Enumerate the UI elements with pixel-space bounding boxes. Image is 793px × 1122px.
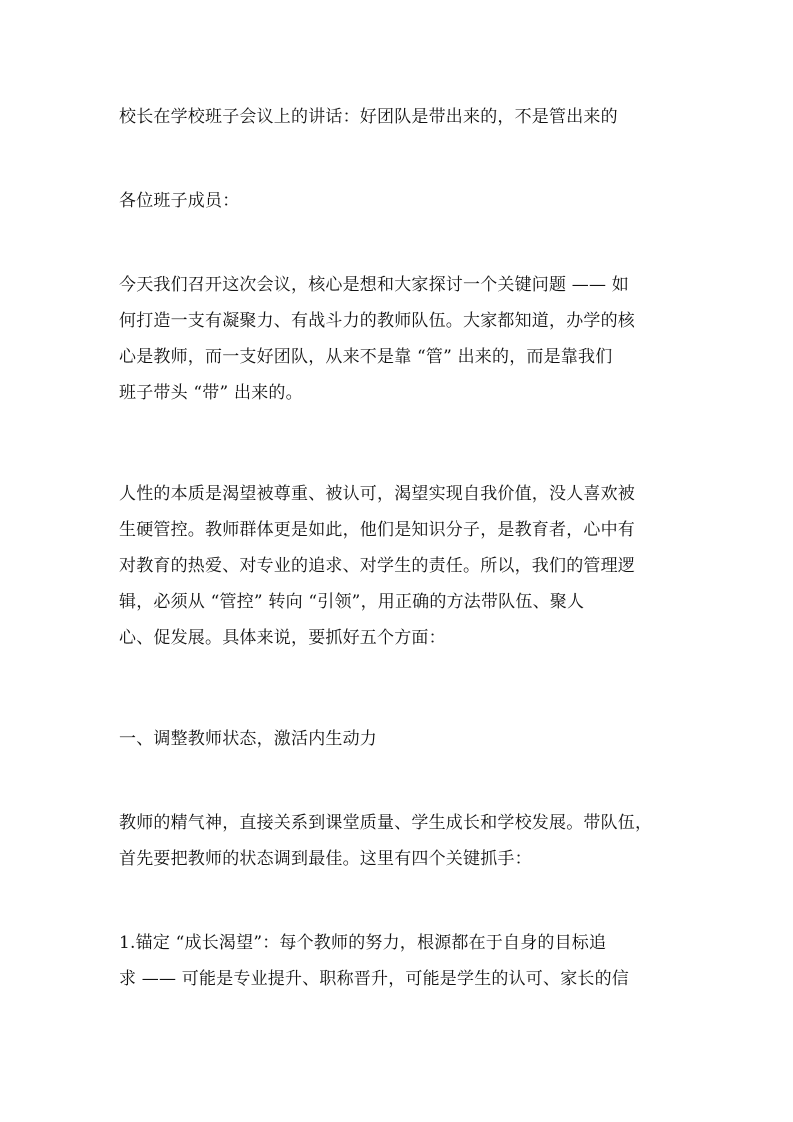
paragraph-line: 教师的精气神，直接关系到课堂质量、学生成长和学校发展。带队伍， [119, 813, 653, 833]
paragraph-line: 何打造一支有凝聚力、有战斗力的教师队伍。大家都知道，办学的核 [119, 311, 635, 331]
paragraph-line: 辑，必须从 “管控” 转向 “引领”，用正确的方法带队伍、聚人 [119, 592, 585, 612]
paragraph-line: 心、促发展。具体来说，要抓好五个方面： [119, 628, 446, 648]
paragraph-line: 求 —— 可能是专业提升、职称晋升，可能是学生的认可、家长的信 [119, 969, 630, 989]
section-heading: 一、调整教师状态，激活内生动力 [119, 729, 377, 749]
paragraph-line: 人性的本质是渴望被尊重、被认可，渴望实现自我价值，没人喜欢被 [119, 484, 635, 504]
paragraph-line: 今天我们召开这次会议，核心是想和大家探讨一个关键问题 —— 如 [119, 275, 630, 295]
paragraph-line: 心是教师，而一支好团队，从来不是靠 “管” 出来的，而是靠我们 [119, 347, 613, 367]
salutation: 各位班子成员： [119, 191, 240, 211]
document-title: 校长在学校班子会议上的讲话：好团队是带出来的，不是管出来的 [119, 107, 618, 127]
paragraph-line: 首先要把教师的状态调到最佳。这里有四个关键抓手： [119, 849, 532, 869]
paragraph-line: 1.锚定 “成长渴望”：每个教师的努力，根源都在于自身的目标追 [119, 933, 607, 953]
paragraph-line: 班子带头 “带” 出来的。 [119, 383, 303, 403]
paragraph-line: 对教育的热爱、对专业的追求、对学生的责任。所以，我们的管理逻 [119, 556, 635, 576]
paragraph-line: 生硬管控。教师群体更是如此，他们是知识分子，是教育者，心中有 [119, 520, 635, 540]
